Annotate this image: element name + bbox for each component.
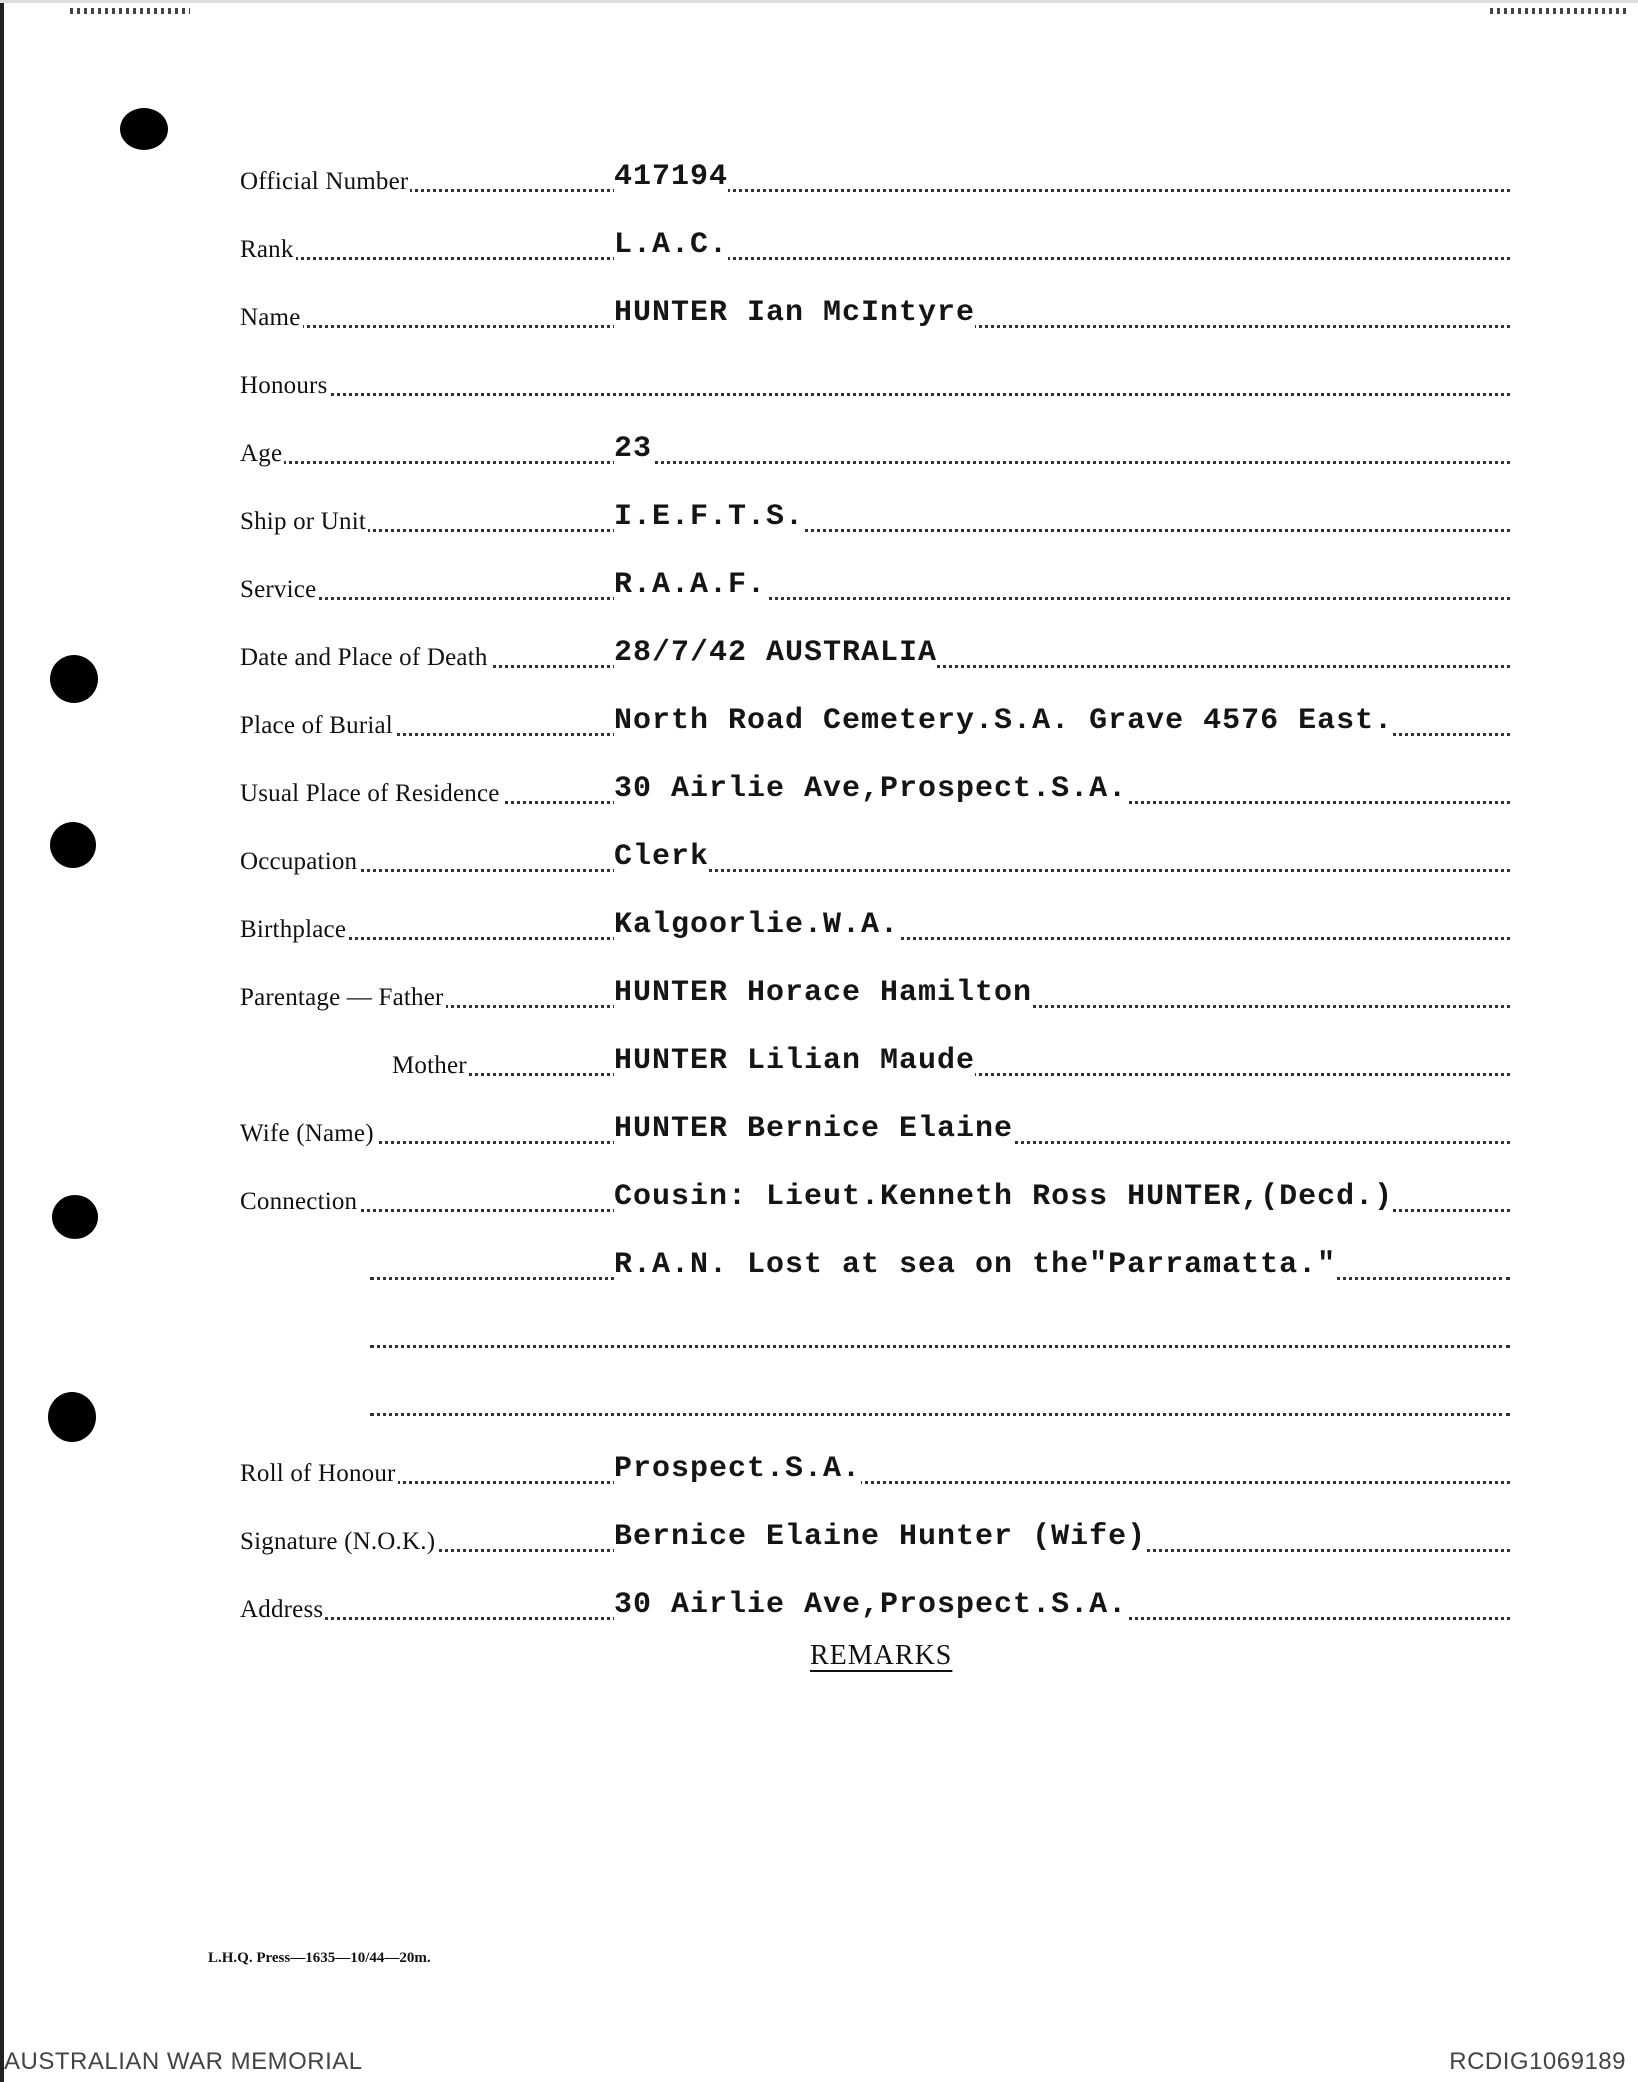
dotted-leader	[240, 869, 1510, 872]
field-age	[0, 432, 1638, 472]
field-value: 417194	[614, 160, 729, 194]
field-connection-blank	[0, 1316, 1638, 1356]
dotted-leader	[240, 257, 1510, 260]
field-name	[0, 296, 1638, 336]
field-value: HUNTER Bernice Elaine	[614, 1112, 1014, 1146]
field-ship-or-unit	[0, 500, 1638, 540]
field-honours	[0, 364, 1638, 404]
printer-imprint: L.H.Q. Press—1635—10/44—20m.	[208, 1950, 431, 1966]
field-parentage-father	[0, 976, 1638, 1016]
field-address	[0, 1588, 1638, 1628]
field-value: Cousin: Lieut.Kenneth Ross HUNTER,(Decd.)	[614, 1180, 1394, 1214]
scan-noise	[1490, 8, 1630, 14]
field-label: Rank	[240, 236, 294, 263]
dotted-leader	[240, 597, 1510, 600]
field-label: Signature (N.O.K.)	[240, 1528, 436, 1555]
field-connection-blank	[0, 1384, 1638, 1424]
field-date-place-of-death	[0, 636, 1638, 676]
field-label: Date and Place of Death	[240, 644, 488, 671]
field-label: Parentage — Father	[240, 984, 444, 1011]
field-value: Kalgoorlie.W.A.	[614, 908, 900, 942]
footer-record-id: RCDIG1069189	[1449, 2048, 1626, 2075]
field-label: Roll of Honour	[240, 1460, 396, 1487]
field-value: HUNTER Horace Hamilton	[614, 976, 1033, 1010]
field-value: Prospect.S.A.	[614, 1452, 862, 1486]
field-value: HUNTER Lilian Maude	[614, 1044, 976, 1078]
dotted-leader	[240, 1481, 1510, 1484]
field-label: Age	[240, 440, 283, 467]
dotted-leader	[370, 1413, 1510, 1416]
field-label: Connection	[240, 1188, 358, 1215]
field-label: Birthplace	[240, 916, 347, 943]
field-service	[0, 568, 1638, 608]
field-occupation	[0, 840, 1638, 880]
field-value: HUNTER Ian McIntyre	[614, 296, 976, 330]
field-value: Clerk	[614, 840, 710, 874]
field-connection	[0, 1180, 1638, 1220]
field-connection-continued	[0, 1248, 1638, 1288]
field-label: Official Number	[240, 168, 409, 195]
field-signature-nok	[0, 1520, 1638, 1560]
footer-institution: AUSTRALIAN WAR MEMORIAL	[4, 2048, 363, 2075]
dotted-leader	[370, 1345, 1510, 1348]
dotted-leader	[240, 461, 1510, 464]
field-official-number	[0, 160, 1638, 200]
field-wife-name	[0, 1112, 1638, 1152]
field-value: 28/7/42 AUSTRALIA	[614, 636, 938, 670]
dotted-leader	[240, 189, 1510, 192]
dotted-leader	[240, 393, 1510, 396]
field-label: Mother	[392, 1052, 467, 1079]
field-roll-of-honour	[0, 1452, 1638, 1492]
page-top-edge	[0, 0, 1638, 3]
field-usual-place-of-residence	[0, 772, 1638, 812]
dotted-leader	[240, 529, 1510, 532]
field-label: Ship or Unit	[240, 508, 367, 535]
field-value: 30 Airlie Ave,Prospect.S.A.	[614, 772, 1128, 806]
field-label: Honours	[240, 372, 328, 399]
field-birthplace	[0, 908, 1638, 948]
field-value: R.A.N. Lost at sea on the"Parramatta."	[614, 1248, 1337, 1282]
field-label: Service	[240, 576, 317, 603]
field-label: Wife (Name)	[240, 1120, 374, 1147]
field-label: Address	[240, 1596, 324, 1623]
scan-noise	[70, 8, 190, 14]
field-label: Place of Burial	[240, 712, 393, 739]
field-value: 23	[614, 432, 653, 466]
field-parentage-mother	[0, 1044, 1638, 1084]
field-value: I.E.F.T.S.	[614, 500, 805, 534]
field-label: Usual Place of Residence	[240, 780, 500, 807]
field-value: L.A.C.	[614, 228, 729, 262]
field-value: Bernice Elaine Hunter (Wife)	[614, 1520, 1147, 1554]
field-place-of-burial	[0, 704, 1638, 744]
field-value: R.A.A.F.	[614, 568, 767, 602]
field-value: North Road Cemetery.S.A. Grave 4576 East.	[614, 704, 1394, 738]
field-label: Name	[240, 304, 301, 331]
punch-hole	[120, 108, 168, 150]
field-value: 30 Airlie Ave,Prospect.S.A.	[614, 1588, 1128, 1622]
remarks-heading: REMARKS	[810, 1640, 953, 1671]
field-label: Occupation	[240, 848, 358, 875]
field-rank	[0, 228, 1638, 268]
